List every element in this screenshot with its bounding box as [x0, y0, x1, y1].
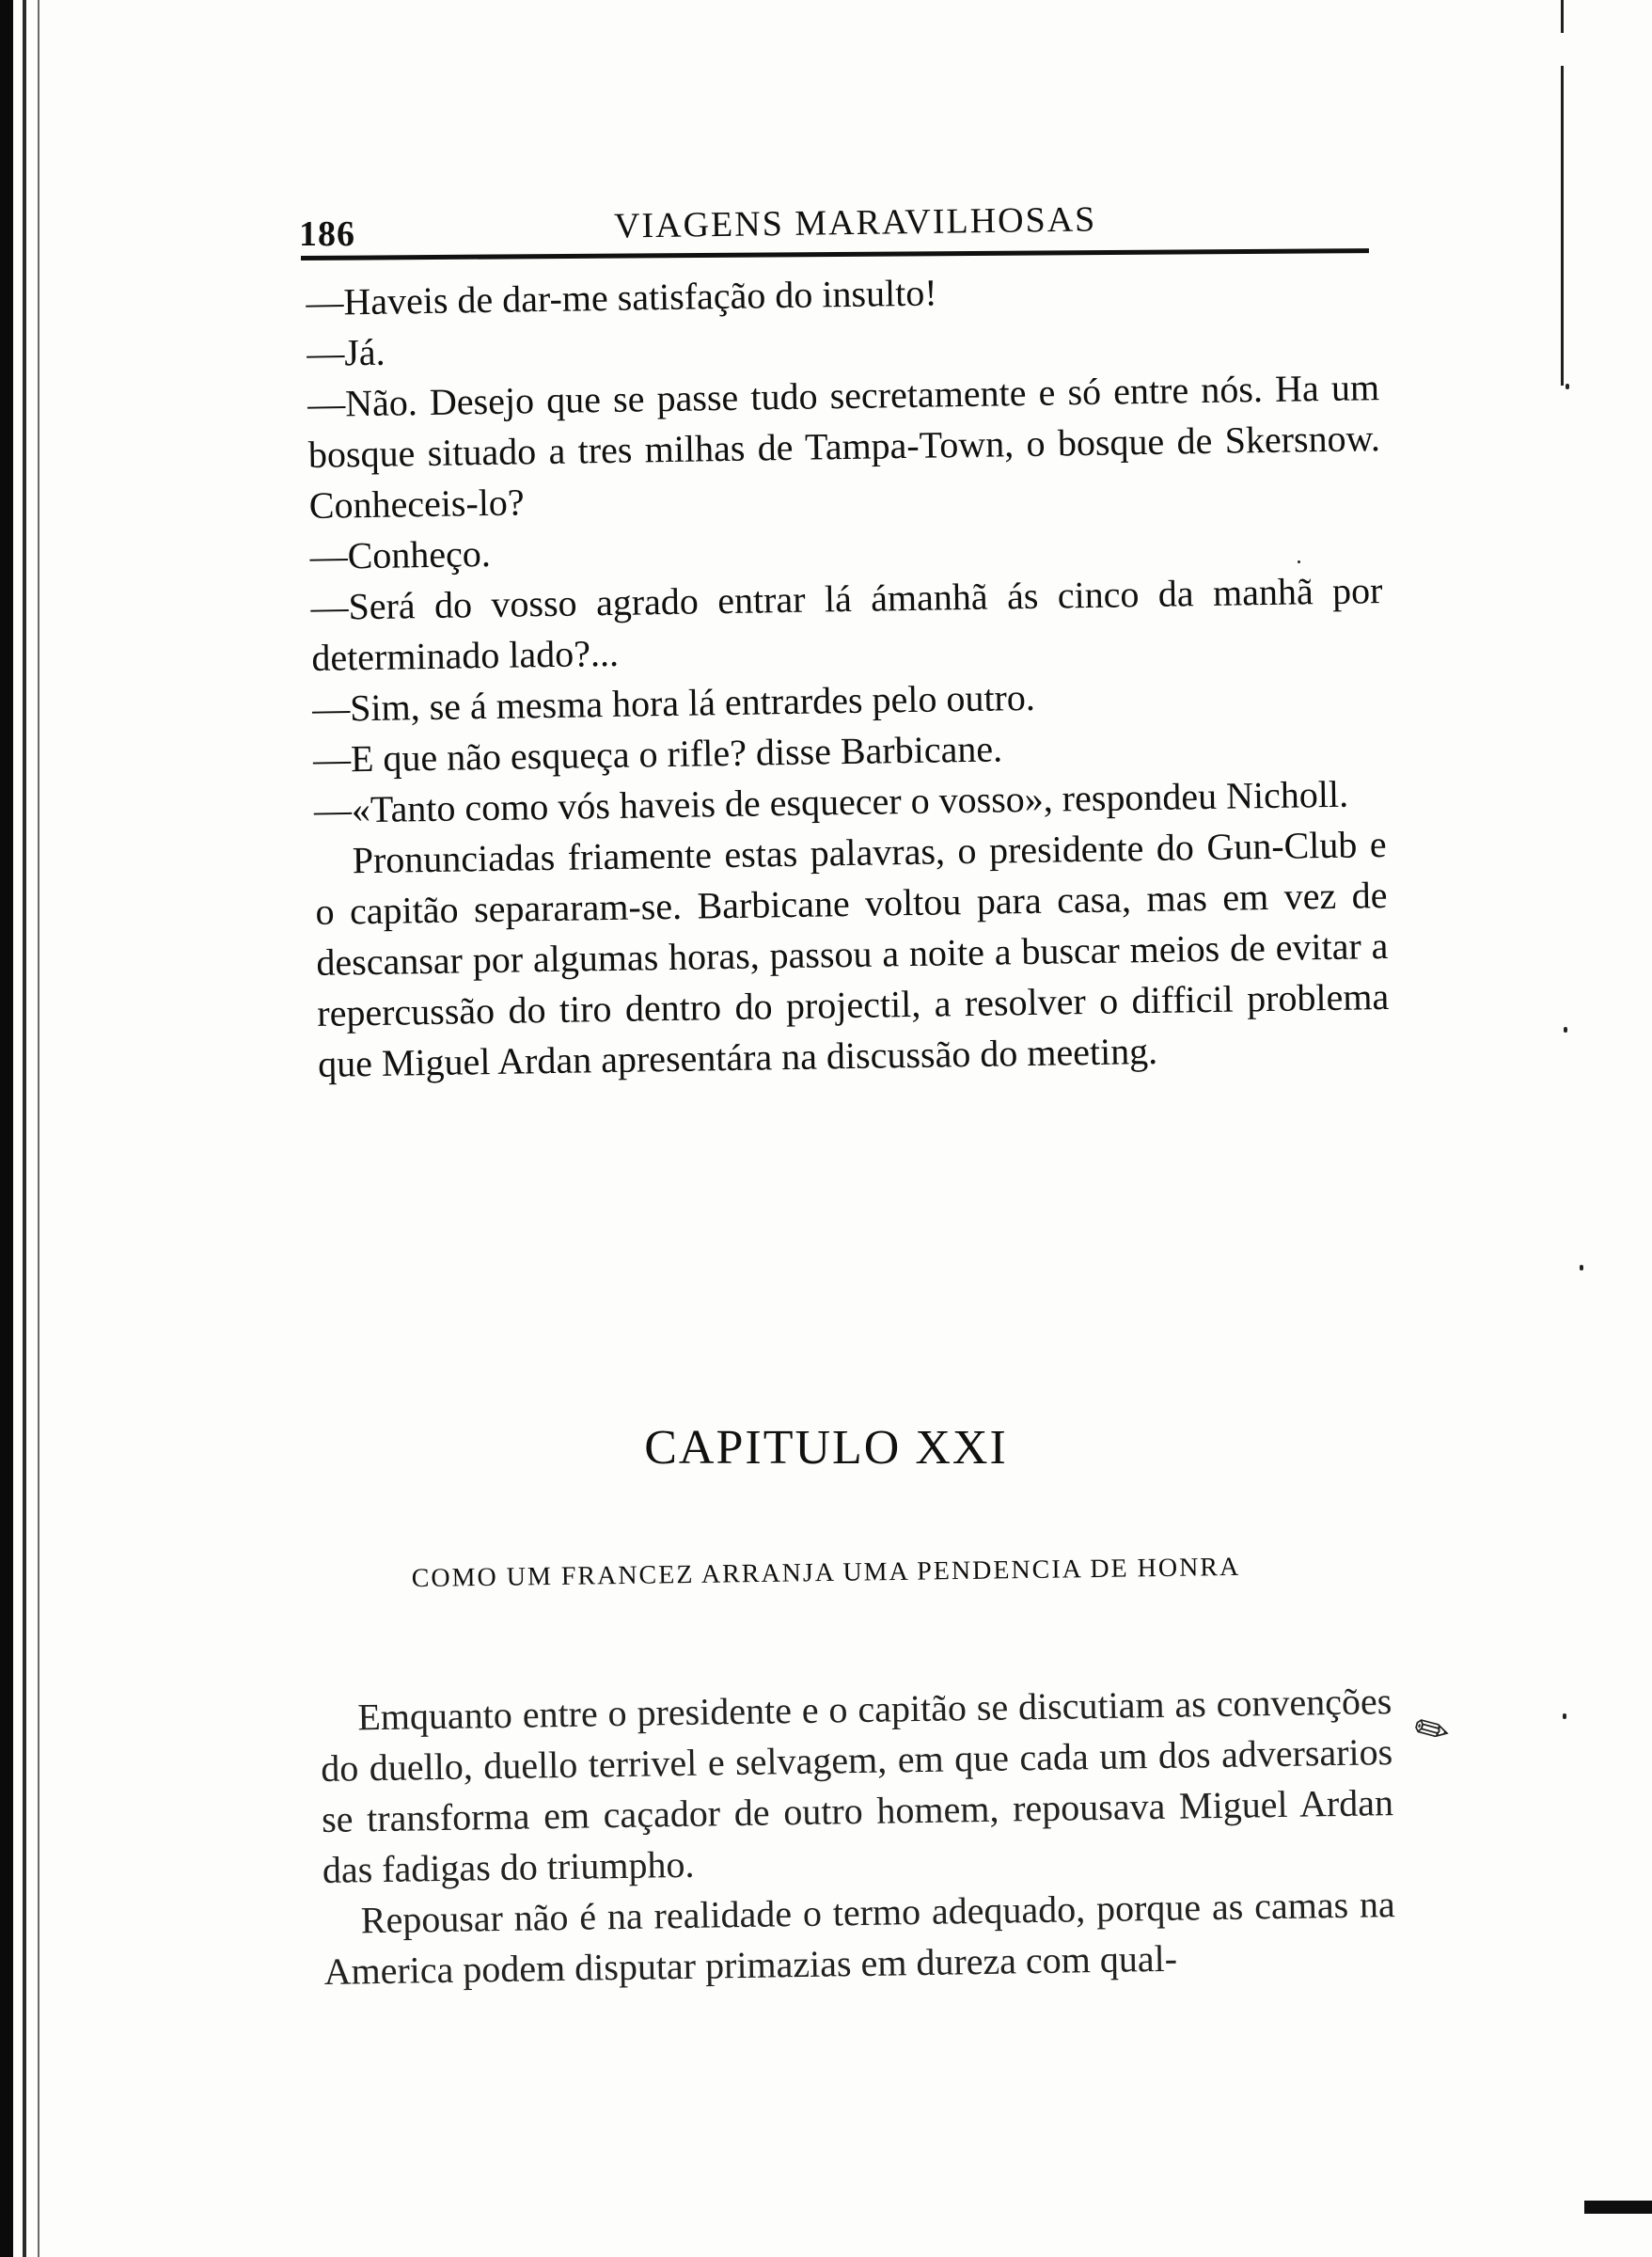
dialogue-line: —Será do vosso agrado entrar lá ámanhã ás cinco da manhã por determinado lado?... [310, 569, 1383, 679]
running-title: VIAGENS MARAVILHOSAS [613, 199, 1097, 246]
chapter-title: CAPITULO XXI [644, 1421, 1008, 1475]
page-number: 186 [299, 214, 355, 254]
dialogue-line: —Não. Desejo que se passe tudo secretamente e só entre nós. Ha um bosque situado a tres milhas de Tampa-Town, o bosque de Skersnow. Conheceis-lo? [307, 366, 1381, 527]
scan-edge-right [1561, 66, 1564, 386]
dialogue-line: —Conheço. [309, 531, 492, 577]
dialogue-line: —E que não esqueça o rifle? disse Barbicane. [312, 727, 1003, 781]
scan-edge-left-line-faint [38, 0, 39, 2257]
body-paragraph: Emquanto entre o presidente e o capitão se discutiam as convenções do duello, duello terrivel e selvagem, em que cada um dos adversarios se transforma em caçador de outro homem, repousava Miguel Ardan das fadigas do triumpho. [320, 1680, 1394, 1891]
scan-edge-right-top [1561, 0, 1564, 33]
quill-mark-icon: ✎ [1406, 1702, 1459, 1760]
scan-speck [1565, 384, 1569, 389]
dialogue-line: —«Tanto como vós haveis de esquecer o vosso», respondeu Nicholl. [313, 772, 1349, 831]
dialogue-line: —Haveis de dar-me satisfação do insulto! [306, 271, 937, 324]
scan-edge-bottom-right [1584, 2201, 1652, 2214]
scan-speck [1563, 1713, 1566, 1719]
scan-edge-left-line [23, 0, 26, 2257]
dialogue-line: —Já. [306, 330, 385, 374]
scan-speck [1564, 1027, 1567, 1033]
scan-speck [1580, 1265, 1583, 1271]
narrative-paragraph: Pronunciadas friamente estas palavras, o presidente do Gun-Club e o capitão separaram-se. Barbicane voltou para casa, mas em vez de descansar por algumas horas, passou a noite a buscar meios de evitar a repercussão do tiro dentro do projectil, a resolver o difficil problema que Miguel Ardan apresentára na discussão do meeting. [315, 823, 1390, 1085]
body-paragraph: Repousar não é na realidade o termo adequado, porque as camas na America podem disputar primazias em dureza com qual- [323, 1883, 1396, 1993]
dialogue-section [306, 260, 1390, 1090]
scan-edge-left [0, 0, 13, 2257]
chapter-subtitle: COMO UM FRANCEZ ARRANJA UMA PENDENCIA DE HONRA [411, 1552, 1241, 1594]
dialogue-line: —Sim, se á mesma hora lá entrardes pelo outro. [311, 675, 1036, 730]
chapter-body [320, 1676, 1396, 1997]
